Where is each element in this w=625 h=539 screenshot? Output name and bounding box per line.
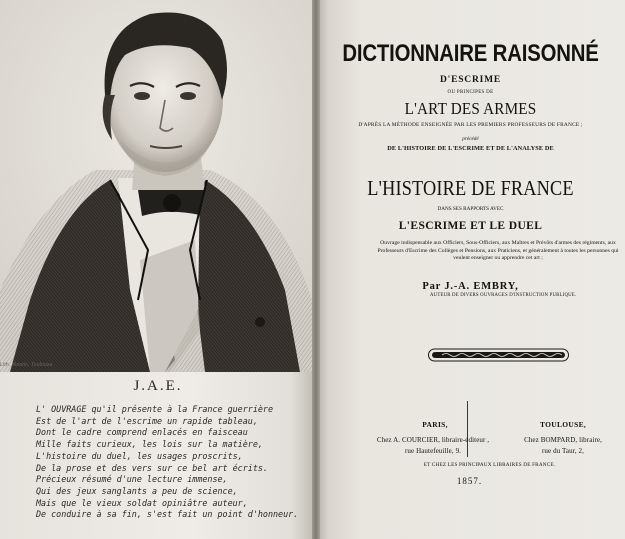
poem-line: Mille faits curieux, les lois sur la matière, [36,439,263,450]
portrait-signature: Lith. Moulin. Toulouse [0,362,53,368]
poem-line: De conduire à sa fin, s'est fait un point d'honneur. [36,509,299,520]
publisher-city-paris: PARIS, [422,420,448,429]
publication-year: 1857. [456,476,483,486]
publisher-city-toulouse: TOULOUSE, [539,420,587,429]
poem-line: Est de l'art de l'escrime un rapide tableau, [36,415,258,426]
title-methode: D'APRÈS LA MÉTHODE ENSEIGNÉE PAR LES PREMIERS PROFESSEURS DE FRANCE ; [358,122,583,128]
title-ou-principes: OU PRINCIPES DE [447,90,494,95]
publisher-libraires: ET CHEZ LES PRINCIPAUX LIBRAIRES DE FRANCE. [423,462,556,468]
poem-line: Dont le cadre comprend enlacés en faisceau [36,427,248,438]
title-description: Ouvrage indispensable aux Officiers, Sous-Officiers, aux Maîtres et Prévôts d'armes des régiments, aux Professeurs d'Escrime des Collèges et Pensions, aux Praticiens, et généralement à toutes les personnes qui veulent enseigner ou apprendre cet art ; [377,240,619,262]
title-rapports: DANS SES RAPPORTS AVEC [437,206,504,212]
publisher-paris-line2: rue Hautefeuille, 9. [404,447,462,455]
dedication-poem [36,404,299,521]
title-histoire-line: DE L'HISTOIRE DE L'ESCRIME ET DE L'ANALYSE DE [387,145,554,152]
publisher-toulouse-line2: rue du Taur, 2, [541,447,584,455]
book-title: DICTIONNAIRE RAISONNÉ [342,40,599,67]
title-author-subtitle: AUTEUR DE DIVERS OUVRAGES D'INSTRUCTION PUBLIQUE. [430,293,577,298]
portrait-illustration [0,0,316,372]
title-histoire-france: L'HISTOIRE DE FRANCE [367,176,574,200]
title-art-des-armes: L'ART DES ARMES [404,99,537,118]
publisher-toulouse-line1: Chez BOMPARD, libraire, [524,436,602,444]
poem-line: Qui des jeux sanglants a peu de science, [36,485,238,496]
title-author: Par J.-A. EMBRY, [422,281,519,292]
publisher-paris-line1: Chez A. COURCIER, libraire-éditeur , [376,436,490,444]
decorative-ornament [428,348,569,362]
poem-line: L'histoire du duel, les usages proscrits, [36,450,243,461]
poem-line: Précieux résumé d'une lecture immense, [36,474,228,485]
title-precede: précédé [462,136,479,142]
title-escrime: D'ESCRIME [439,75,502,85]
portrait-initials: J.A.E. [133,378,183,394]
title-escrime-duel: L'ESCRIME ET LE DUEL [398,220,543,232]
poem-line: De la prose et des vers sur ce bel art écrits. [36,462,268,473]
poem-line: L' OUVRAGE qu'il présente à la France guerrière [36,404,273,414]
poem-line: Mais que le vieux soldat opiniâtre auteur, [36,497,248,508]
